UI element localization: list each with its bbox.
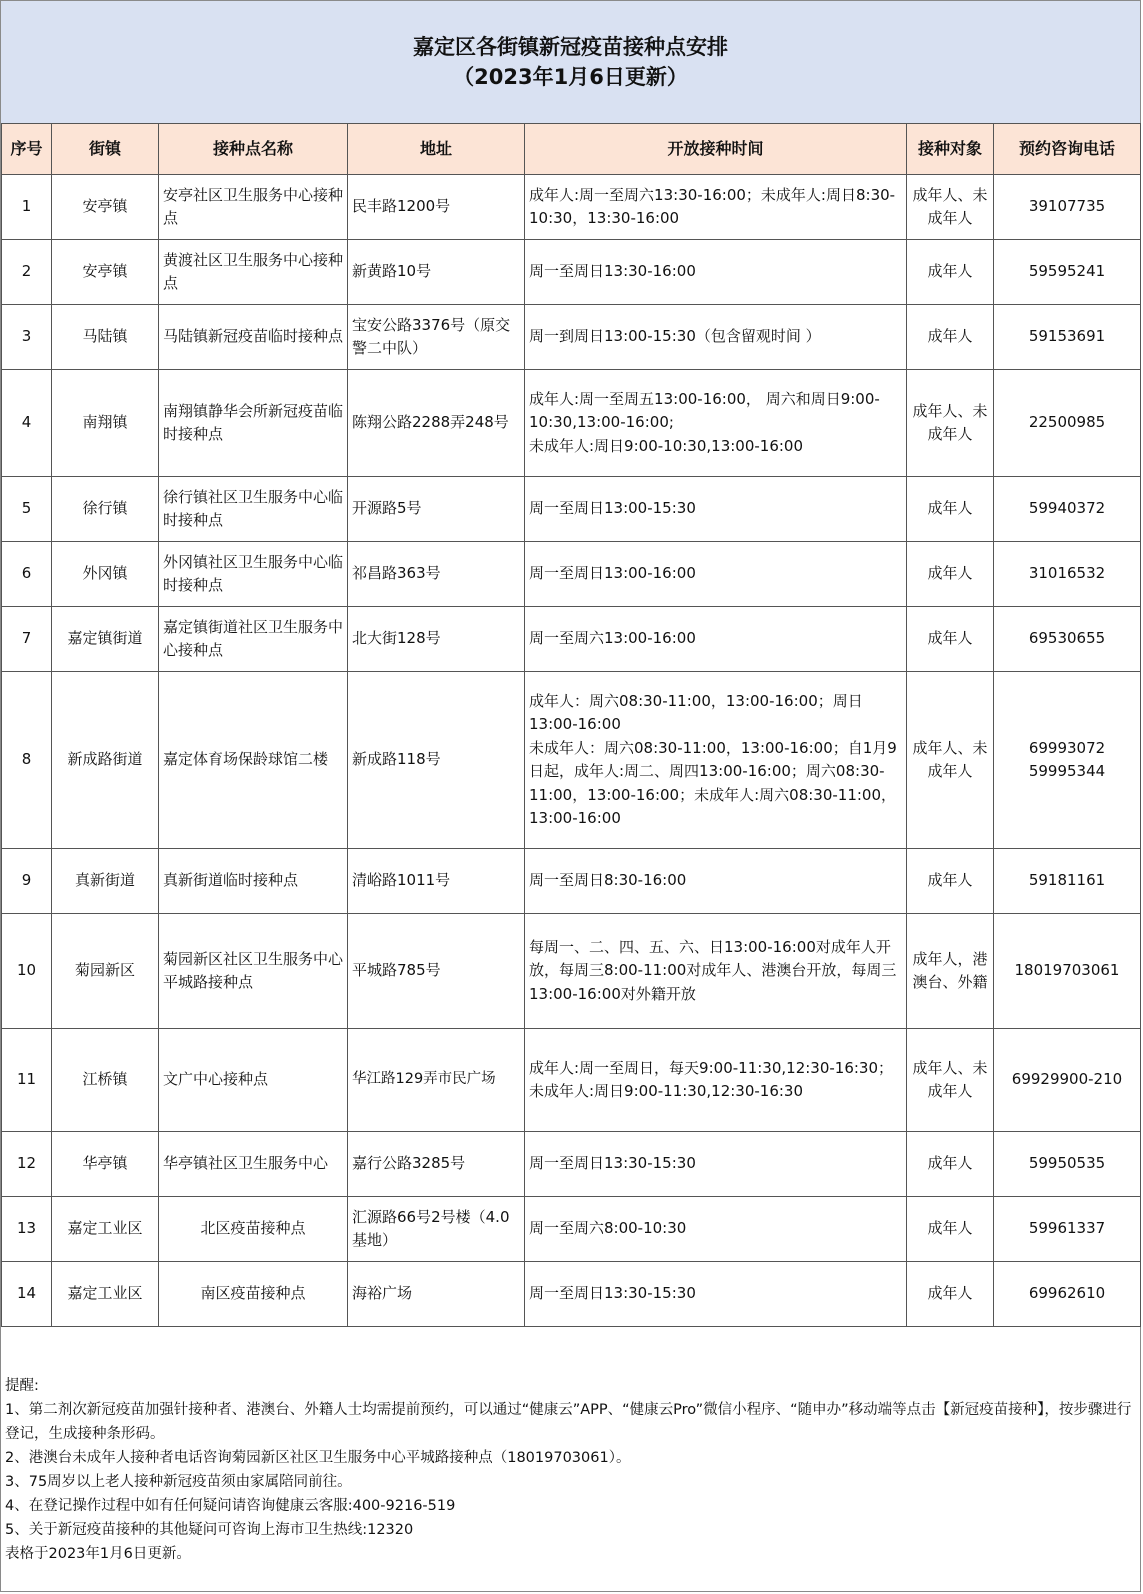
row-no: 3	[2, 305, 52, 370]
row-target: 成年人	[907, 607, 994, 672]
row-town: 菊园新区	[52, 914, 159, 1029]
header-phone: 预约咨询电话	[994, 124, 1141, 175]
row-phone: 59950535	[994, 1132, 1141, 1197]
row-phone: 59961337	[994, 1197, 1141, 1262]
row-site: 嘉定体育场保龄球馆二楼	[159, 672, 348, 849]
row-address: 宝安公路3376号（原交警二中队）	[348, 305, 525, 370]
notes-footer: 表格于2023年1月6日更新。	[5, 1546, 191, 1562]
page-title: 嘉定区各街镇新冠疫苗接种点安排	[413, 35, 728, 59]
row-town: 真新街道	[52, 849, 159, 914]
row-hours: 周一至周日8:30-16:00	[525, 849, 907, 914]
table-row	[2, 914, 1141, 1029]
row-address: 祁昌路363号	[348, 542, 525, 607]
row-phone: 22500985	[994, 370, 1141, 477]
row-no: 13	[2, 1197, 52, 1262]
row-town: 南翔镇	[52, 370, 159, 477]
header-address: 地址	[348, 124, 525, 175]
note-item: 5、关于新冠疫苗接种的其他疑问可咨询上海市卫生热线:12320	[5, 1522, 414, 1538]
row-target: 成年人	[907, 1197, 994, 1262]
table-row	[2, 542, 1141, 607]
row-hours: 周一至周日13:30-15:30	[525, 1132, 907, 1197]
row-town: 安亭镇	[52, 175, 159, 240]
table-row	[2, 672, 1141, 849]
row-phone: 59595241	[994, 240, 1141, 305]
row-hours: 每周一、二、四、五、六、日13:00-16:00对成年人开放，每周三8:00-11:00对成年人、港澳台开放，每周三13:00-16:00对外籍开放	[525, 914, 907, 1029]
notes-heading: 提醒:	[5, 1378, 39, 1394]
row-address: 陈翔公路2288弄248号	[348, 370, 525, 477]
note-item: 2、港澳台未成年人接种者电话咨询菊园新区社区卫生服务中心平城路接种点（18019703061）。	[5, 1450, 631, 1466]
row-phone: 59153691	[994, 305, 1141, 370]
table-row	[2, 305, 1141, 370]
row-town: 新成路街道	[52, 672, 159, 849]
row-site: 外冈镇社区卫生服务中心临时接种点	[159, 542, 348, 607]
row-phone: 18019703061	[994, 914, 1141, 1029]
row-town: 嘉定镇街道	[52, 607, 159, 672]
table-row	[2, 849, 1141, 914]
row-address: 华江路129弄市民广场	[348, 1029, 525, 1132]
row-town: 嘉定工业区	[52, 1262, 159, 1327]
row-no: 11	[2, 1029, 52, 1132]
header-target: 接种对象	[907, 124, 994, 175]
row-no: 5	[2, 477, 52, 542]
row-site: 北区疫苗接种点	[159, 1197, 348, 1262]
table-row	[2, 240, 1141, 305]
row-town: 徐行镇	[52, 477, 159, 542]
table-row	[2, 607, 1141, 672]
row-site: 南翔镇静华会所新冠疫苗临时接种点	[159, 370, 348, 477]
row-hours: 成年人:周一至周日，每天9:00-11:30,12:30-16:30；未成年人:周日9:00-11:30,12:30-16:30	[525, 1029, 907, 1132]
row-no: 14	[2, 1262, 52, 1327]
row-no: 12	[2, 1132, 52, 1197]
row-town: 马陆镇	[52, 305, 159, 370]
row-site: 徐行镇社区卫生服务中心临时接种点	[159, 477, 348, 542]
row-address: 开源路5号	[348, 477, 525, 542]
row-hours: 周一至周六13:00-16:00	[525, 607, 907, 672]
row-target: 成年人、未成年人	[907, 370, 994, 477]
row-phone: 69962610	[994, 1262, 1141, 1327]
row-no: 4	[2, 370, 52, 477]
table-row	[2, 1262, 1141, 1327]
row-no: 7	[2, 607, 52, 672]
row-hours: 周一至周日13:30-15:30	[525, 1262, 907, 1327]
row-target: 成年人、未成年人	[907, 175, 994, 240]
row-site: 南区疫苗接种点	[159, 1262, 348, 1327]
row-site: 文广中心接种点	[159, 1029, 348, 1132]
row-hours: 周一至周日13:30-16:00	[525, 240, 907, 305]
row-target: 成年人	[907, 1132, 994, 1197]
row-hours: 成年人:周一至周六13:30-16:00；未成年人:周日8:30-10:30，13:30-16:00	[525, 175, 907, 240]
header-town: 街镇	[52, 124, 159, 175]
row-phone: 69530655	[994, 607, 1141, 672]
row-address: 北大街128号	[348, 607, 525, 672]
row-town: 外冈镇	[52, 542, 159, 607]
row-target: 成年人	[907, 849, 994, 914]
row-target: 成年人	[907, 542, 994, 607]
note-item: 3、75周岁以上老人接种新冠疫苗须由家属陪同前往。	[5, 1474, 352, 1490]
table-row	[2, 175, 1141, 240]
row-target: 成年人	[907, 477, 994, 542]
row-target: 成年人	[907, 305, 994, 370]
row-address: 清峪路1011号	[348, 849, 525, 914]
row-site: 嘉定镇街道社区卫生服务中心接种点	[159, 607, 348, 672]
row-hours: 周一到周日13:00-15:30（包含留观时间 ）	[525, 305, 907, 370]
row-phone: 59940372	[994, 477, 1141, 542]
row-target: 成年人、未成年人	[907, 672, 994, 849]
row-site: 真新街道临时接种点	[159, 849, 348, 914]
row-site: 安亭社区卫生服务中心接种点	[159, 175, 348, 240]
row-site: 黄渡社区卫生服务中心接种点	[159, 240, 348, 305]
note-item: 4、在登记操作过程中如有任何疑问请咨询健康云客服:400-9216-519	[5, 1498, 456, 1514]
row-no: 1	[2, 175, 52, 240]
row-address: 海裕广场	[348, 1262, 525, 1327]
row-hours: 周一至周日13:00-15:30	[525, 477, 907, 542]
row-site: 马陆镇新冠疫苗临时接种点	[159, 305, 348, 370]
row-town: 华亭镇	[52, 1132, 159, 1197]
row-no: 8	[2, 672, 52, 849]
row-no: 6	[2, 542, 52, 607]
table-row	[2, 477, 1141, 542]
row-no: 2	[2, 240, 52, 305]
row-target: 成年人	[907, 1262, 994, 1327]
table-header-row	[2, 124, 1141, 175]
row-address: 新黄路10号	[348, 240, 525, 305]
header-no: 序号	[2, 124, 52, 175]
row-phone: 69993072 59995344	[994, 672, 1141, 849]
row-hours: 成年人：周六08:30-11:00，13:00-16:00；周日13:00-16:00 未成年人：周六08:30-11:00，13:00-16:00；自1月9日起，成年人:周二、周四13:00-16:00；周六08:30-11:00，13:00-16:00；未成年人:周六08:30-11:00，13:00-16:00	[525, 672, 907, 849]
row-hours: 成年人:周一至周五13:00-16:00， 周六和周日9:00-10:30,13:00-16:00; 未成年人:周日9:00-10:30,13:00-16:00	[525, 370, 907, 477]
update-date-subtitle: （2023年1月6日更新）	[453, 65, 688, 89]
row-address: 民丰路1200号	[348, 175, 525, 240]
row-target: 成年人，港澳台、外籍	[907, 914, 994, 1029]
row-no: 9	[2, 849, 52, 914]
row-no: 10	[2, 914, 52, 1029]
row-site: 菊园新区社区卫生服务中心平城路接种点	[159, 914, 348, 1029]
row-address: 新成路118号	[348, 672, 525, 849]
row-address: 嘉行公路3285号	[348, 1132, 525, 1197]
header-site: 接种点名称	[159, 124, 348, 175]
vaccination-sites-table	[1, 123, 1141, 1327]
row-target: 成年人	[907, 240, 994, 305]
row-address: 汇源路66号2号楼（4.0基地）	[348, 1197, 525, 1262]
row-town: 嘉定工业区	[52, 1197, 159, 1262]
table-row	[2, 1197, 1141, 1262]
row-hours: 周一至周六8:00-10:30	[525, 1197, 907, 1262]
row-hours: 周一至周日13:00-16:00	[525, 542, 907, 607]
row-phone: 31016532	[994, 542, 1141, 607]
reminder-notes	[5, 1374, 1138, 1566]
row-site: 华亭镇社区卫生服务中心	[159, 1132, 348, 1197]
title-banner	[1, 1, 1140, 124]
row-address: 平城路785号	[348, 914, 525, 1029]
header-hours: 开放接种时间	[525, 124, 907, 175]
row-phone: 59181161	[994, 849, 1141, 914]
row-town: 安亭镇	[52, 240, 159, 305]
table-row	[2, 370, 1141, 477]
row-phone: 39107735	[994, 175, 1141, 240]
table-row	[2, 1029, 1141, 1132]
row-phone: 69929900-210	[994, 1029, 1141, 1132]
note-item: 1、第二剂次新冠疫苗加强针接种者、港澳台、外籍人士均需提前预约，可以通过“健康云”APP、“健康云Pro”微信小程序、“随申办”移动端等点击【新冠疫苗接种】，按步骤进行登记，生成接种条形码。	[5, 1402, 1132, 1442]
table-row	[2, 1132, 1141, 1197]
row-target: 成年人、未成年人	[907, 1029, 994, 1132]
row-town: 江桥镇	[52, 1029, 159, 1132]
